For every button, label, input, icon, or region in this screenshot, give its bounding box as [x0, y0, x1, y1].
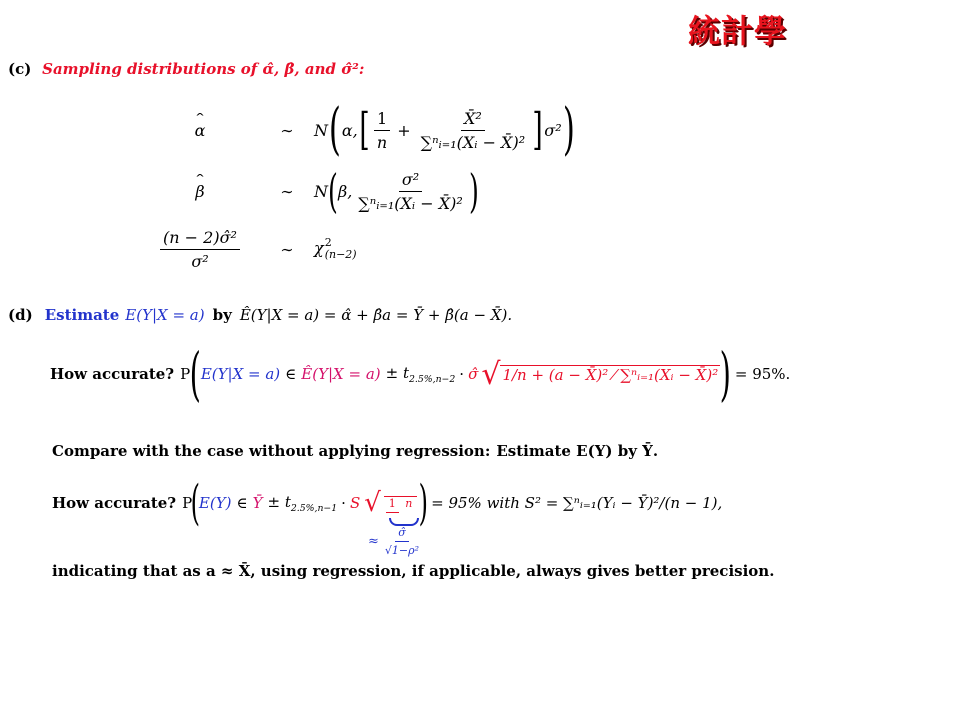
chi-squared: χ 2 (n−2)	[314, 236, 357, 261]
beta-distribution	[140, 164, 479, 218]
ci-in: ∈	[285, 365, 297, 383]
approx-frac: $\frac{\sigmâ}{\text{√1−ρ²}}$	[384, 526, 420, 557]
sigma-relation: ∼	[280, 239, 294, 259]
beta-frac: $\frac{\text{σ²}}{\text{∑ⁿᵢ₌₁(Xᵢ − X̄)²}}$	[358, 169, 463, 213]
ci2-estimand: E(Y)	[198, 494, 232, 512]
sqrt-icon-2: √	[364, 488, 381, 518]
beta-close-paren: )	[468, 164, 479, 218]
ci2-estimator: Ȳ	[252, 494, 263, 512]
beta-normal-N: N	[314, 181, 328, 201]
alpha-sigma-squared: σ²	[544, 120, 562, 140]
compare-text: Compare with the case without applying regression:	[52, 442, 491, 460]
compare-estimate: Estimate E(Y) by Ȳ.	[496, 442, 659, 460]
beta-open-paren: (	[328, 164, 338, 218]
section-d-line	[8, 306, 512, 324]
ci-close-paren: )	[719, 340, 732, 408]
section-c-label: (c)	[8, 60, 32, 78]
ci-dot: ·	[459, 365, 465, 383]
beta-param: β,	[337, 181, 353, 201]
alpha-distribution	[140, 97, 575, 162]
section-c-title: Sampling distributions of α̂, β̂, and σ̂²:	[42, 60, 365, 78]
sigma-frac: $\frac{\text{(n − 2)σ̂²}}{\text{σ²}}$	[160, 228, 240, 271]
ci2-result: = 95% with S² = ∑ⁿᵢ₌₁(Yᵢ − Ȳ)²/(n − 1),	[431, 494, 723, 512]
alpha-close-bracket: ]	[532, 104, 543, 155]
alpha-hat-symbol: ˆ α	[195, 121, 206, 140]
sigma-distribution	[140, 226, 357, 272]
by-word: by	[212, 306, 232, 324]
ci-no-regression-line	[52, 475, 723, 531]
ci2-dot: ·	[341, 494, 346, 512]
alpha-open-bracket: [	[359, 104, 370, 155]
ci-result: = 95%.	[734, 365, 791, 383]
ci-pm-t: ± $t_{2.5\%,n-2}$	[385, 363, 456, 385]
underbrace-icon	[389, 518, 419, 526]
approx-symbol: ≈	[368, 534, 379, 549]
alpha-param: α,	[341, 120, 358, 140]
ci2-close-paren: )	[419, 475, 429, 531]
alpha-plus: +	[397, 120, 411, 140]
conclusion-text: indicating that as a ≈ X̄, using regression, if applicable, always gives better precision.	[52, 562, 775, 580]
ci2-root-frac: 1 n	[384, 496, 418, 510]
ci2-pm-t: ± $t_{2.5\%,n-1}$	[267, 492, 338, 514]
ci-sigma-hat: σ̂	[468, 365, 479, 383]
beta-hat-symbol: ˆ β	[195, 182, 204, 201]
estimand: E(Y|X = a)	[125, 306, 205, 324]
alpha-close-paren: )	[562, 97, 575, 162]
alpha-relation: ∼	[280, 120, 294, 140]
alpha-open-paren: (	[328, 97, 341, 162]
prob-P: P	[180, 365, 191, 383]
compare-line	[52, 442, 658, 460]
alpha-frac-1-over-n: $\frac{1}{n}$	[374, 109, 390, 152]
section-d-label: (d)	[8, 306, 33, 324]
ci2-S: S	[349, 494, 361, 512]
ci-regression-line	[50, 340, 791, 408]
ci-root-content: 1/n + (a − X̄)² ⁄ ∑ⁿᵢ₌₁(Xᵢ − X̄)²	[502, 365, 719, 384]
ci-estimator: Ê(Y|X = a)	[301, 365, 381, 383]
section-c-heading	[8, 60, 364, 78]
ci-estimand: E(Y|X = a)	[200, 365, 281, 383]
ci2-in: ∈	[236, 494, 248, 512]
how-accurate-label: How accurate?	[50, 365, 175, 383]
how-accurate-label-2: How accurate?	[52, 494, 177, 512]
ci-open-paren: (	[189, 340, 202, 408]
page-title: 統計學	[688, 12, 788, 50]
sqrt-icon: √	[481, 356, 501, 392]
alpha-normal-N: N	[314, 120, 328, 140]
ci2-open-paren: (	[190, 475, 201, 531]
beta-relation: ∼	[280, 181, 294, 201]
approx-annotation	[368, 526, 425, 557]
estimator-formula: Ê(Y|X = a) = α̂ + β̂a = Ȳ + β̂(a − X̄).	[239, 306, 513, 324]
alpha-frac-xbar: $\frac{\text{X̄²}}{\text{∑ⁿᵢ₌₁(Xᵢ − X̄)²}}$	[420, 108, 526, 152]
estimate-word: Estimate	[44, 306, 120, 324]
prob-P-2: P	[182, 494, 193, 512]
